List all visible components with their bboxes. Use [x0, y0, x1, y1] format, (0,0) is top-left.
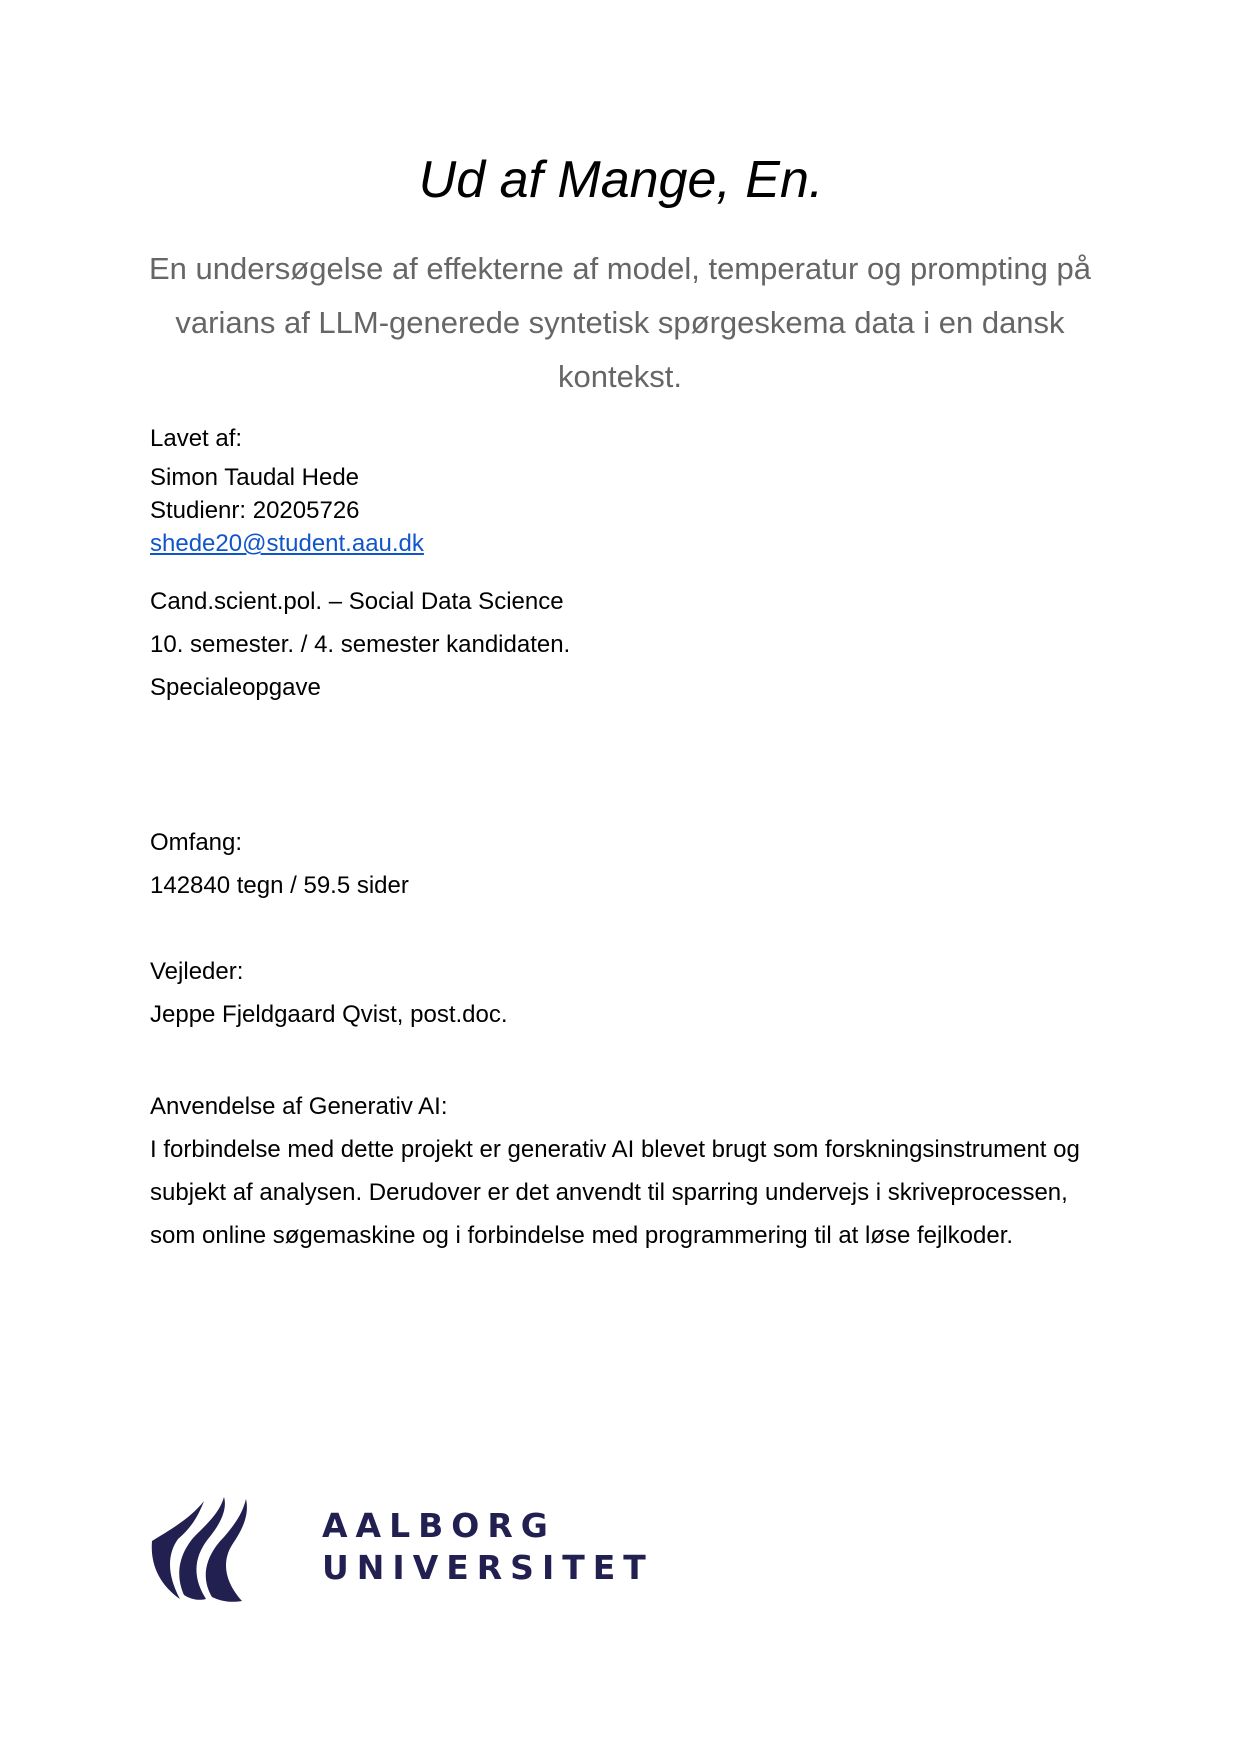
author-name: Simon Taudal Hede	[150, 464, 360, 491]
supervisor-label: Vejleder:	[150, 958, 244, 985]
author-email-link[interactable]: shede20@student.aau.dk	[150, 530, 424, 557]
logo-line-1: AALBORG	[322, 1506, 556, 1545]
document-subtitle: En undersøgelse af effekterne af model, temperatur og prompting på varians af LLM-generede syntetisk spørgeskema data i en dansk kontekst.	[148, 251, 1092, 394]
ai-usage-text: I forbindelse med dette projekt er generativ AI blevet brugt som forskningsinstrument og subjekt af analysen. Derudover er det anvendt til sparring undervejs i skriveprocessen, som online søgemaskine og i forbindelse med programmering til at løse fejlkoder.	[150, 1136, 1080, 1249]
author-section	[150, 422, 1110, 560]
ai-usage-label: Anvendelse af Generativ AI:	[150, 1093, 448, 1120]
author-label: Lavet af:	[150, 425, 243, 452]
supervisor-section	[150, 950, 1110, 1036]
supervisor-name: Jeppe Fjeldgaard Qvist, post.doc.	[150, 1001, 508, 1028]
student-number: Studienr: 20205726	[150, 497, 360, 524]
scope-value: 142840 tegn / 59.5 sider	[150, 872, 409, 899]
degree-program: Cand.scient.pol. – Social Data Science	[150, 588, 564, 615]
scope-section	[150, 821, 1110, 907]
assignment-type: Specialeopgave	[150, 674, 321, 701]
logo-wordmark	[322, 1505, 654, 1589]
aau-logo-icon	[150, 1495, 260, 1605]
semester-info: 10. semester. / 4. semester kandidaten.	[150, 631, 571, 658]
ai-usage-section	[150, 1085, 1110, 1128]
program-section	[150, 580, 1110, 709]
document-title: Ud af Mange, En.	[418, 151, 824, 209]
scope-label: Omfang:	[150, 829, 243, 856]
aalborg-university-logo	[150, 1495, 654, 1615]
logo-line-2: UNIVERSITET	[322, 1548, 654, 1587]
